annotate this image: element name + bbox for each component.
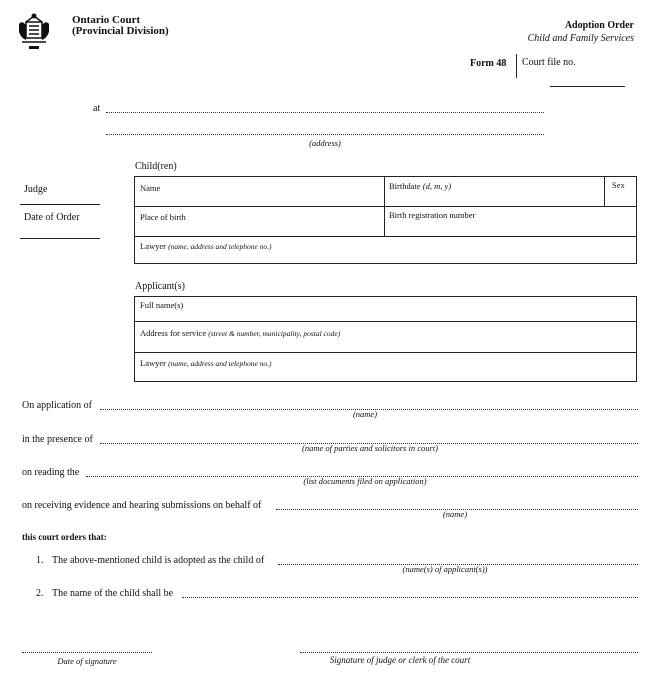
coat-of-arms-icon	[16, 12, 52, 52]
applicant-lawyer-label: Lawyer (name, address and telephone no.)	[140, 358, 272, 368]
at-label: at	[93, 103, 101, 114]
child-lawyer-label: Lawyer (name, address and telephone no.)	[140, 241, 272, 251]
on-reading-label: on reading the	[22, 467, 80, 478]
form-subtitle: Child and Family Services	[527, 33, 634, 44]
child-sex-label: Sex	[612, 180, 625, 190]
applicants-row-divider-1	[134, 321, 637, 322]
form-number: Form 48	[470, 58, 507, 69]
court-location-input[interactable]	[106, 112, 544, 113]
children-section-label: Child(ren)	[135, 161, 177, 172]
applicant-address-input[interactable]	[140, 338, 630, 350]
children-row-divider-2	[134, 236, 637, 237]
documents-caption: (list documents filed on application)	[303, 476, 427, 486]
on-application-of-label: On application of	[22, 400, 92, 411]
court-file-input[interactable]	[550, 86, 625, 87]
item2-text: The name of the child shall be	[52, 588, 174, 599]
item2-number: 2.	[36, 588, 44, 599]
child-name-input[interactable]	[140, 193, 380, 205]
child-sex-input[interactable]	[608, 193, 634, 205]
applicants-row-divider-2	[134, 352, 637, 353]
child-birthdate-input[interactable]	[389, 193, 599, 205]
date-of-order-label: Date of Order	[24, 212, 80, 223]
place-of-birth-input[interactable]	[140, 222, 380, 234]
applicant-lawyer-input[interactable]	[140, 368, 630, 380]
children-row-divider-1	[134, 206, 637, 207]
name-caption: (name)	[352, 409, 378, 419]
court-name: Ontario Court	[72, 14, 141, 26]
form-title: Adoption Order	[564, 20, 634, 31]
judge-input[interactable]	[20, 204, 100, 205]
in-presence-of-label: in the presence of	[22, 434, 93, 445]
child-name-label: Name	[140, 183, 161, 193]
parties-caption: (name of parties and solicitors in court)	[302, 443, 438, 453]
judge-label: Judge	[24, 184, 48, 195]
applicant-address-label: Address for service (street & number, municipality, postal code)	[140, 328, 341, 338]
signature-label: Signature of judge or clerk of the court	[329, 655, 471, 665]
court-address-input[interactable]	[106, 134, 544, 135]
court-division: (Provincial Division)	[72, 25, 169, 37]
birth-registration-input[interactable]	[389, 222, 629, 234]
applicants-caption: (name(s) of applicant(s))	[402, 564, 488, 574]
child-birthdate-label: Birthdate (d, m, y)	[389, 181, 452, 191]
applicant-full-name-label: Full name(s)	[140, 300, 184, 310]
date-of-signature-input[interactable]	[22, 652, 152, 653]
on-receiving-label: on receiving evidence and hearing submissions on behalf of	[22, 500, 262, 511]
applicant-full-name-input[interactable]	[140, 308, 630, 320]
applicants-section-label: Applicant(s)	[135, 281, 185, 292]
child-new-name-input[interactable]	[182, 597, 638, 598]
item1-number: 1.	[36, 555, 44, 566]
court-orders-label: this court orders that:	[22, 532, 107, 542]
date-of-signature-label: Date of signature	[57, 656, 117, 666]
address-caption: (address)	[309, 138, 341, 148]
item1-text: The above-mentioned child is adopted as the child of	[52, 555, 265, 566]
place-of-birth-label: Place of birth	[140, 212, 186, 222]
date-of-order-input[interactable]	[20, 238, 100, 239]
court-file-label: Court file no.	[522, 57, 576, 68]
name-caption-2: (name)	[442, 509, 468, 519]
children-sex-divider	[604, 176, 605, 206]
court-file-divider	[516, 54, 517, 78]
signature-input[interactable]	[300, 652, 638, 653]
child-lawyer-input[interactable]	[140, 250, 630, 262]
children-col-divider	[384, 176, 385, 236]
birth-registration-label: Birth registration number	[389, 210, 476, 220]
